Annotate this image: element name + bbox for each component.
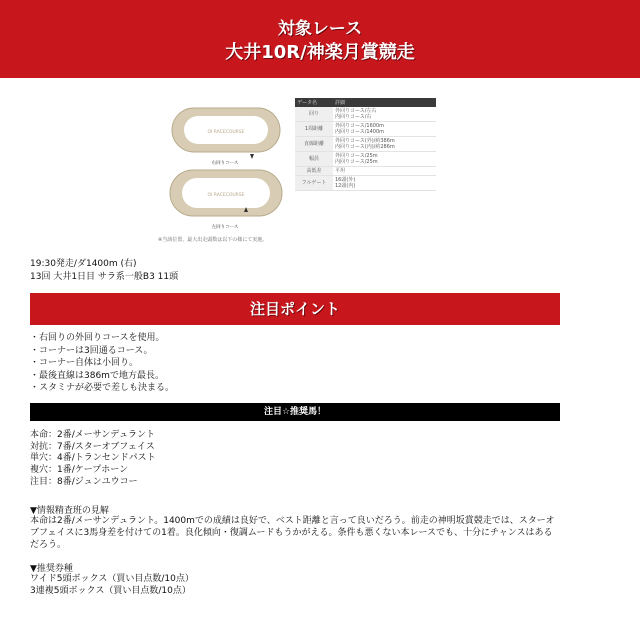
race-meeting-class: 13回 大井1日目 サラ系一般B3 11頭 (30, 272, 179, 282)
spec-value: 外回りコース(外)/約386m 内回りコース(内)/約286m (333, 137, 436, 152)
header-title-line1: 対象レース (277, 19, 363, 39)
course-note: ※当該位置、最大出走頭数は以下の様にて実施。 (158, 237, 268, 243)
list-item: 対抗：7番/スターオブフェイス (30, 441, 155, 452)
opinion-title: ▼情報精査班の見解 (30, 506, 109, 516)
table-row (295, 122, 436, 137)
course-spec-table (295, 98, 436, 191)
list-item: ・コーナー自体は小回り。 (30, 358, 139, 368)
table-row (295, 176, 436, 191)
opinion-text: 本命は2番/メーサンデュラント。1400mでの成績は良好で、ベスト距離と言って良いだろう。前走の神明坂賞競走では、スターオブフェイスに3馬身差を付けての1着。良化傾向・復調ムードもうかがえる。条件も悪くない本レースでも、十分にチャンスはあるだろう。 (30, 516, 555, 550)
spec-key: 直線距離 (295, 137, 333, 152)
spec-key: 幅員 (295, 152, 333, 167)
spec-key: 高低差 (295, 167, 333, 176)
course-map-diagram (150, 96, 290, 246)
list-item: ・最後直線は386mで地方最長。 (30, 370, 164, 381)
label-right-course: 右回りコース (211, 161, 239, 166)
attention-heading: 注目ポイント (30, 293, 560, 325)
list-item: 注目：8番/ジュンユウコー (30, 476, 138, 487)
list-item: ・スタミナが必要で差しも決まる。 (30, 383, 175, 393)
spec-value: 16頭(外) 12頭(内) (333, 176, 436, 191)
list-item: 本命：2番/メーサンデュラント (30, 430, 156, 440)
spec-value: 平坦 (333, 167, 436, 176)
label-left-course: 左回りコース (211, 225, 239, 230)
spec-value: 外回りコース/左右 内回りコース/右 (333, 107, 436, 122)
table-row (295, 152, 436, 167)
recommend-heading: 注目☆推奨馬！ (30, 403, 560, 421)
course-map (150, 96, 290, 246)
race-time-distance: 19:30発走/ダ1400m (右) (30, 259, 137, 269)
header-title-line2: 大井10R/神楽月賞競走 (225, 42, 415, 63)
table-row (295, 107, 436, 122)
recommend-picks (30, 430, 156, 489)
spec-header-detail: 詳細 (333, 98, 436, 107)
list-item: 3連複5頭ボックス（買い目点数/10点） (30, 586, 191, 596)
spec-key: フルゲート (295, 176, 333, 191)
spec-key: 1周距離 (295, 122, 333, 137)
tickets-list (30, 573, 194, 597)
table-row (295, 137, 436, 152)
tickets-title: ▼推奨券種 (30, 564, 73, 574)
spec-key: 回り (295, 107, 333, 122)
list-item: 単穴：4番/トランセンドパスト (30, 453, 156, 464)
list-item: ワイド5頭ボックス（買い目点数/10点） (30, 574, 194, 584)
list-item: 複穴：1番/ケープホーン (30, 465, 129, 476)
attention-points (30, 332, 174, 395)
table-row (295, 167, 436, 176)
list-item: ・コーナーは3回通るコース。 (30, 345, 153, 356)
track-text-bottom: OI RACECOURSE (207, 193, 245, 198)
list-item: ・右回りの外回りコースを使用。 (30, 333, 165, 343)
page-header (0, 0, 640, 78)
spec-value: 外回りコース/25m 内回りコース/25m (333, 152, 436, 167)
track-text-top: OI RACECOURSE (207, 130, 245, 135)
spec-value: 外回りコース/1600m 内回りコース/1400m (333, 122, 436, 137)
spec-header-name: データ名 (295, 98, 333, 107)
